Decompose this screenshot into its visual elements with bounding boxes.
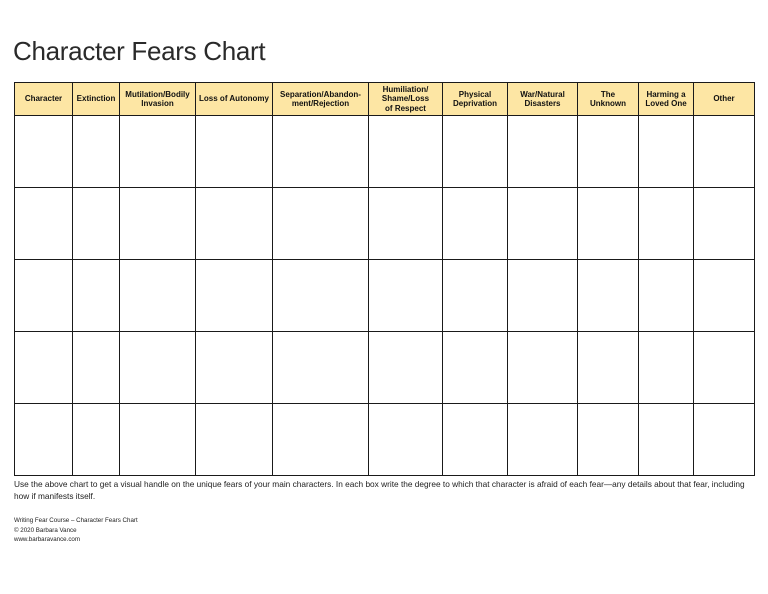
- table-cell[interactable]: [369, 332, 443, 404]
- table-cell[interactable]: [639, 116, 694, 188]
- table-cell[interactable]: [508, 188, 578, 260]
- table-cell[interactable]: [508, 404, 578, 476]
- table-cell[interactable]: [443, 116, 508, 188]
- table-cell[interactable]: [639, 332, 694, 404]
- footer: [14, 516, 138, 545]
- column-header-other: Other: [694, 83, 755, 116]
- table-cell[interactable]: [196, 188, 273, 260]
- column-header-physical-deprivation: Physical Deprivation: [443, 83, 508, 116]
- table-cell[interactable]: [578, 116, 639, 188]
- table-cell[interactable]: [73, 116, 120, 188]
- table-cell[interactable]: [196, 332, 273, 404]
- table-cell[interactable]: [73, 332, 120, 404]
- table-cell[interactable]: [273, 404, 369, 476]
- table-cell[interactable]: [369, 260, 443, 332]
- column-header-loss-of-autonomy: Loss of Autonomy: [196, 83, 273, 116]
- table-row: [15, 332, 755, 404]
- table-body: [15, 116, 755, 476]
- table-cell[interactable]: [196, 404, 273, 476]
- table-cell[interactable]: [73, 260, 120, 332]
- table-cell[interactable]: [120, 260, 196, 332]
- table-cell[interactable]: [15, 188, 73, 260]
- table-cell[interactable]: [369, 404, 443, 476]
- table-cell[interactable]: [15, 260, 73, 332]
- column-header-separation: Separation/Abandon- ment/Rejection: [273, 83, 369, 116]
- table-cell[interactable]: [578, 332, 639, 404]
- table-row: [15, 116, 755, 188]
- table-cell[interactable]: [15, 332, 73, 404]
- column-header-humiliation: Humiliation/ Shame/Loss of Respect: [369, 83, 443, 116]
- table-cell[interactable]: [369, 188, 443, 260]
- table-cell[interactable]: [578, 404, 639, 476]
- footer-course-title: Writing Fear Course – Character Fears Chart: [14, 517, 138, 524]
- column-header-mutilation: Mutilation/Bodily Invasion: [120, 83, 196, 116]
- table-row: [15, 260, 755, 332]
- footer-copyright: © 2020 Barbara Vance: [14, 526, 77, 534]
- table-cell[interactable]: [273, 188, 369, 260]
- table-cell[interactable]: [73, 404, 120, 476]
- table-cell[interactable]: [694, 404, 755, 476]
- table-cell[interactable]: [15, 116, 73, 188]
- table-cell[interactable]: [443, 332, 508, 404]
- table-cell[interactable]: [15, 404, 73, 476]
- table-cell[interactable]: [639, 260, 694, 332]
- page-title: Character Fears Chart: [13, 36, 266, 66]
- column-header-harming-loved-one: Harming a Loved One: [639, 83, 694, 116]
- column-header-character: Character: [15, 83, 73, 116]
- column-header-war-natural-disasters: War/Natural Disasters: [508, 83, 578, 116]
- table-cell[interactable]: [120, 188, 196, 260]
- table-cell[interactable]: [578, 188, 639, 260]
- table-cell[interactable]: [578, 260, 639, 332]
- table-row: [15, 404, 755, 476]
- table-row: [15, 188, 755, 260]
- instructions-text: Use the above chart to get a visual handle on the unique fears of your main characters. In each box write the degree to which that character is afraid of each fear—any details about that fear, including how if manifests itself.: [14, 479, 745, 501]
- table-cell[interactable]: [694, 188, 755, 260]
- table-cell[interactable]: [273, 260, 369, 332]
- table-cell[interactable]: [694, 260, 755, 332]
- table-cell[interactable]: [273, 116, 369, 188]
- table-cell[interactable]: [273, 332, 369, 404]
- footer-website-link[interactable]: www.barbaravance.com: [14, 536, 81, 543]
- table-cell[interactable]: [196, 260, 273, 332]
- table-cell[interactable]: [73, 188, 120, 260]
- table-cell[interactable]: [369, 116, 443, 188]
- column-header-extinction: Extinction: [73, 83, 120, 116]
- table-cell[interactable]: [120, 116, 196, 188]
- column-header-the-unknown: The Unknown: [578, 83, 639, 116]
- table-cell[interactable]: [443, 404, 508, 476]
- table-cell[interactable]: [694, 332, 755, 404]
- table-cell[interactable]: [639, 404, 694, 476]
- table-cell[interactable]: [508, 260, 578, 332]
- table-header-row: [15, 83, 755, 116]
- table-cell[interactable]: [694, 116, 755, 188]
- character-fears-table: [14, 82, 755, 476]
- table-cell[interactable]: [639, 188, 694, 260]
- table-cell[interactable]: [120, 404, 196, 476]
- table-cell[interactable]: [196, 116, 273, 188]
- table-cell[interactable]: [508, 116, 578, 188]
- table-cell[interactable]: [443, 188, 508, 260]
- table-cell[interactable]: [120, 332, 196, 404]
- table-cell[interactable]: [508, 332, 578, 404]
- table-cell[interactable]: [443, 260, 508, 332]
